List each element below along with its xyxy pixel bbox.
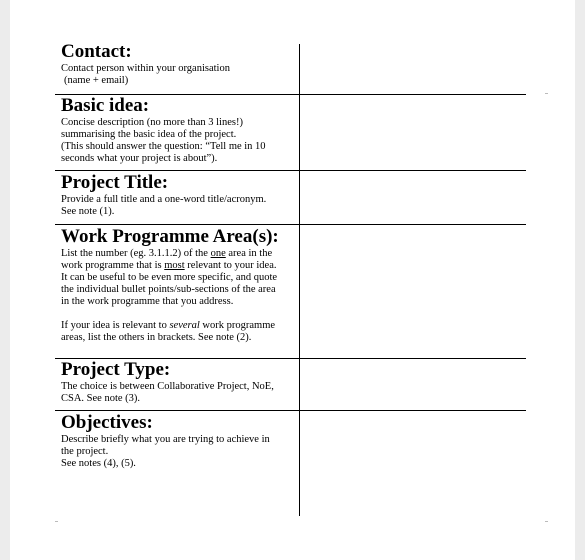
text-run: area in the [225, 248, 273, 259]
project-type-heading: Project Type: [61, 359, 171, 380]
row-divider [55, 170, 526, 171]
column-divider [299, 44, 300, 516]
scan-mark [55, 521, 58, 522]
objectives-desc-line: the project. [61, 446, 109, 457]
contact-desc-line: (name + email) [64, 75, 129, 86]
contact-heading: Contact: [61, 41, 132, 62]
text-run: work programme that is [61, 260, 165, 271]
project-title-desc-line: See note (1). [61, 206, 115, 217]
contact-section [61, 42, 293, 87]
basic-idea-desc-line: (This should answer the question: “Tell me in 10 [61, 141, 266, 152]
objectives-section [61, 413, 293, 470]
work-programme-desc-line: in the work programme that you address. [61, 296, 234, 307]
work-programme-desc-line [61, 320, 293, 332]
work-programme-desc-line: It can be useful to be even more specific, and quote [61, 272, 278, 283]
basic-idea-heading: Basic idea: [61, 95, 150, 116]
text-run: List the number (eg. 3.1.1.2) of the [61, 248, 211, 259]
underlined-word: most [164, 260, 185, 271]
basic-idea-section [61, 96, 293, 165]
basic-idea-desc-line: summarising the basic idea of the project. [61, 129, 237, 140]
basic-idea-desc-line: seconds what your project is about”). [61, 153, 218, 164]
italic-word: several [169, 320, 200, 331]
work-programme-heading: Work Programme Area(s): [61, 226, 279, 247]
scan-mark [545, 93, 548, 94]
objectives-heading: Objectives: [61, 412, 153, 433]
text-run: work programme [199, 320, 276, 331]
scan-mark [545, 521, 548, 522]
contact-desc-line: Contact person within your organisation [61, 63, 230, 74]
project-title-section [61, 173, 293, 218]
underlined-word: one [210, 248, 226, 259]
objectives-desc-line: See notes (4), (5). [61, 458, 136, 469]
work-programme-desc-line: areas, list the others in brackets. See note (2). [61, 332, 252, 343]
objectives-desc-line: Describe briefly what you are trying to achieve in [61, 434, 270, 445]
row-divider [55, 224, 526, 225]
project-title-desc-line: Provide a full title and a one-word title/acronym. [61, 194, 267, 205]
work-programme-section [61, 227, 293, 344]
work-programme-desc-line [61, 260, 293, 272]
text-run: relevant to your idea. [184, 260, 277, 271]
project-type-desc-line: The choice is between Collaborative Project, NoE, [61, 381, 274, 392]
work-programme-desc-line [61, 248, 293, 260]
work-programme-desc-line: the individual bullet points/sub-sections of the area [61, 284, 276, 295]
project-title-heading: Project Title: [61, 172, 169, 193]
text-run: If your idea is relevant to [61, 320, 170, 331]
project-type-desc-line: CSA. See note (3). [61, 393, 141, 404]
project-type-section [61, 360, 293, 405]
basic-idea-desc-line: Concise description (no more than 3 lines!) [61, 117, 243, 128]
row-divider [55, 410, 526, 411]
paragraph-gap [61, 308, 293, 320]
